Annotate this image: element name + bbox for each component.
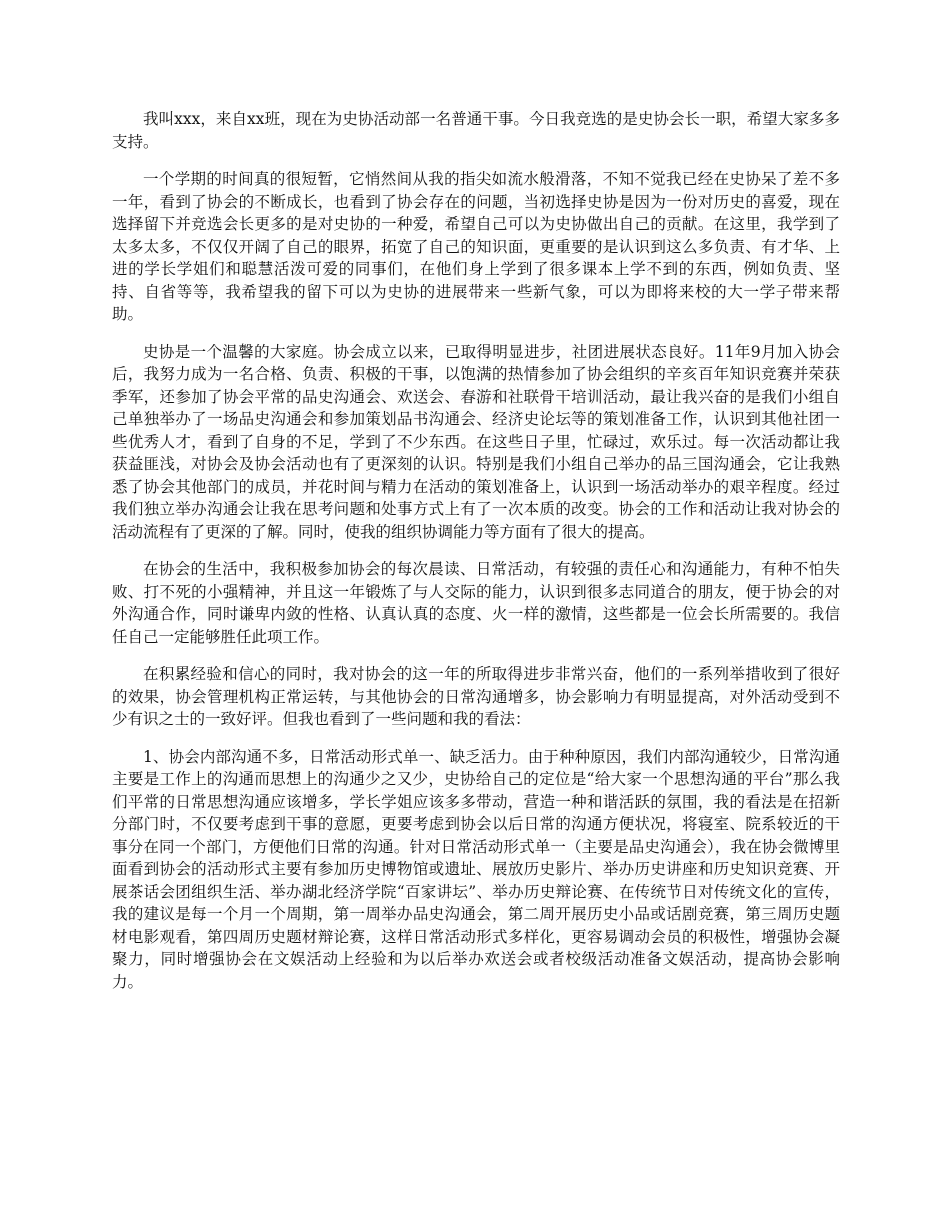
document-body [112, 108, 840, 1008]
paragraph-family: 史协是一个温馨的大家庭。协会成立以来，已取得明显进步，社团进展状态良好。11年9月加入协会后，我努力成为一名合格、负责、积极的干事，以饱满的热情参加了协会组织的辛亥百年知识竞赛并荣获季军，还参加了协会平常的品史沟通会、欢送会、春游和社联骨干培训活动，最让我兴奋的是我们小组自己单独举办了一场品史沟通会和参加策划品书沟通会、经济史论坛等的策划准备工作，认识到其他社团一些优秀人才，看到了自身的不足，学到了不少东西。在这些日子里，忙碌过，欢乐过。每一次活动都让我获益匪浅，对协会及协会活动也有了更深刻的认识。特别是我们小组自己举办的品三国沟通会，它让我熟悉了协会其他部门的成员，并花时间与精力在活动的策划准备上，认识到一场活动举办的艰辛程度。经过我们独立举办沟通会让我在思考问题和处事方式上有了一次本质的改变。协会的工作和活动让我对协会的活动流程有了更深的了解。同时，使我的组织协调能力等方面有了很大的提高。 [112, 342, 840, 541]
paragraph-progress: 在积累经验和信心的同时，我对协会的这一年的所取得进步非常兴奋，他们的一系列举措收到了很好的效果，协会管理机构正常运转，与其他协会的日常沟通增多，协会影响力有明显提高，对外活动受到不少有识之士的一致好评。但我也看到了一些问题和我的看法： [112, 665, 840, 728]
paragraph-experience: 一个学期的时间真的很短暂，它悄然间从我的指尖如流水般滑落，不知不觉我已经在史协呆了差不多一年，看到了协会的不断成长，也看到了协会存在的问题，当初选择史协是因为一份对历史的喜爱，现在选择留下并竞选会长更多的是对史协的一种爱，希望自己可以为史协做出自己的贡献。在这里，我学到了太多太多，不仅仅开阔了自己的眼界，拓宽了自己的知识面，更重要的是认识到这么多负责、有才华、上进的学长学姐们和聪慧活泼可爱的同事们，在他们身上学到了很多课本上学不到的东西，例如负责、坚持、自省等等，我希望我的留下可以为史协的进展带来一些新气象，可以为即将来校的大一学子带来帮助。 [112, 170, 840, 323]
paragraph-qualities: 在协会的生活中，我积极参加协会的每次晨读、日常活动，有较强的责任心和沟通能力，有种不怕失败、打不死的小强精神，并且这一年锻炼了与人交际的能力，认识到很多志同道合的朋友，便于协会的对外沟通合作，同时谦卑内敛的性格、认真认真的态度、火一样的激情，这些都是一位会长所需要的。我信任自己一定能够胜任此项工作。 [112, 560, 840, 646]
paragraph-intro: 我叫xxx，来自xx班，现在为史协活动部一名普通干事。今日我竞选的是史协会长一职，希望大家多多支持。 [112, 110, 840, 151]
paragraph-suggestion-1: 1、协会内部沟通不多，日常活动形式单一、缺乏活力。由于种种原因，我们内部沟通较少，日常沟通主要是工作上的沟通而思想上的沟通少之又少，史协给自己的定位是“给大家一个思想沟通的平台”那么我们平常的日常思想沟通应该增多，学长学姐应该多多带动，营造一种和谐活跃的氛围，我的看法是在招新分部门时，不仅要考虑到干事的意愿，更要考虑到协会以后日常的沟通方便状况，将寝室、院系较近的干事分在同一个部门，方便他们日常的沟通。针对日常活动形式单一（主要是品史沟通会），我在协会微博里面看到协会的活动形式主要有参加历史博物馆或遗址、展放历史影片、举办历史讲座和历史知识竞赛、开展茶话会团组织生活、举办湖北经济学院“百家讲坛”、举办历史辩论赛、在传统节日对传统文化的宣传，我的建议是每一个月一个周期，第一周举办品史沟通会，第二周开展历史小品或话剧竞赛，第三周历史题材电影观看，第四周历史题材辩论赛，这样日常活动形式多样化，更容易调动会员的积极性，增强协会凝聚力，同时增强协会在文娱活动上经验和为以后举办欢送会或者校级活动准备文娱活动，提高协会影响力。 [112, 747, 840, 991]
